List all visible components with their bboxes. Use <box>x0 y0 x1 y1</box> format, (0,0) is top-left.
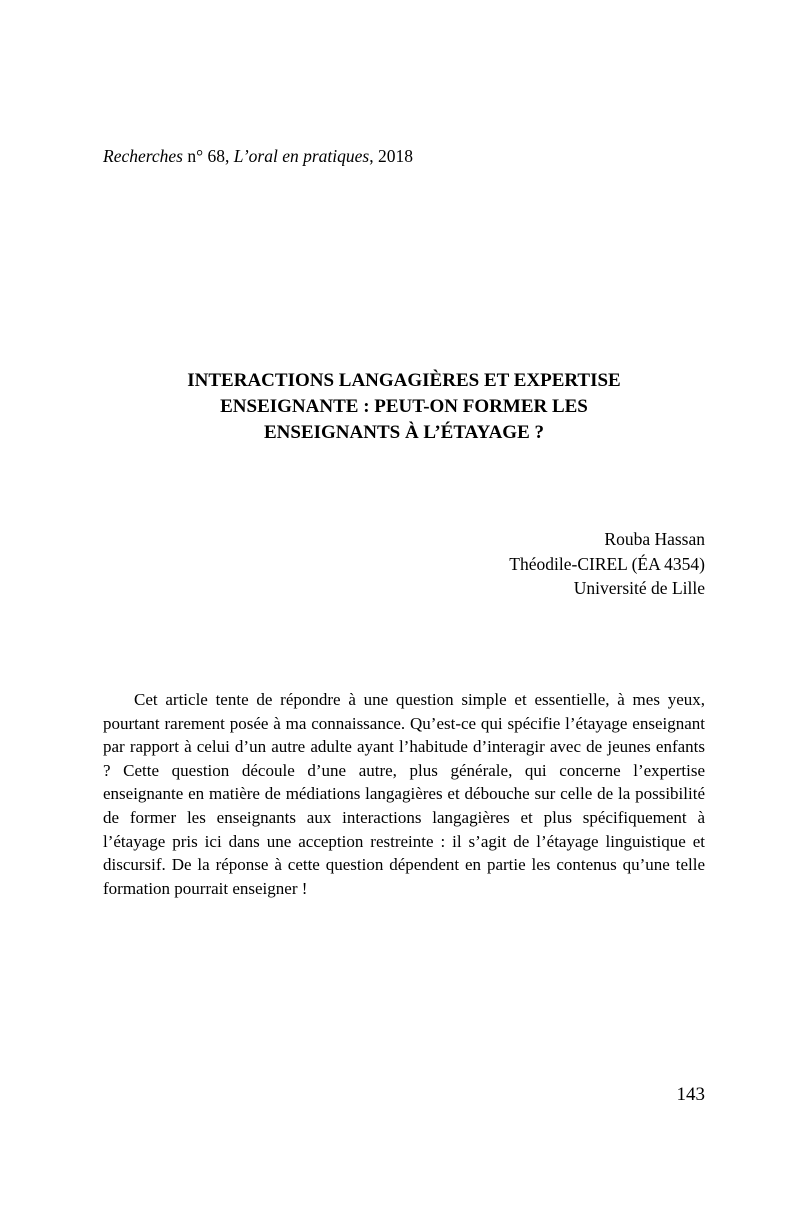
running-header <box>103 144 413 168</box>
abstract-paragraph: Cet article tente de répondre à une question simple et essentielle, à mes yeux, pourtant rarement posée à ma connaissance. Qu’est-ce qui spécifie l’étayage enseignant par rapport à celui d’un autre adulte ayant l’habitude d’interagir avec de jeunes enfants ? Cette question découle d’une autre, plus générale, qui concerne l’expertise enseignante en matière de médiations langagières et débouche sur celle de la possibilité de former les enseignants aux interactions langagières et plus spécifiquement à l’étayage pris ici dans une acception restreinte : il s’agit de l’étayage linguistique et discursif. De la réponse à cette question dépendent en partie les contenus qu’une telle formation pourrait enseigner ! <box>103 690 705 898</box>
issue-number: n° 68, <box>183 146 234 166</box>
page-number: 143 <box>676 1084 705 1105</box>
journal-name: Recherches <box>103 146 183 166</box>
author-block <box>509 527 705 601</box>
title-line: ENSEIGNANTE : PEUT-ON FORMER LES <box>220 396 588 417</box>
title-line: INTERACTIONS LANGAGIÈRES ET EXPERTISE <box>187 370 621 391</box>
author-university: Université de Lille <box>573 578 705 598</box>
author-name: Rouba Hassan <box>604 529 705 549</box>
publication-year: , 2018 <box>369 146 413 166</box>
author-lab: Théodile-CIREL (ÉA 4354) <box>509 553 705 574</box>
article-title <box>103 368 705 446</box>
title-line: ENSEIGNANTS À L’ÉTAYAGE ? <box>264 422 544 443</box>
issue-theme: L’oral en pratiques <box>233 146 370 166</box>
